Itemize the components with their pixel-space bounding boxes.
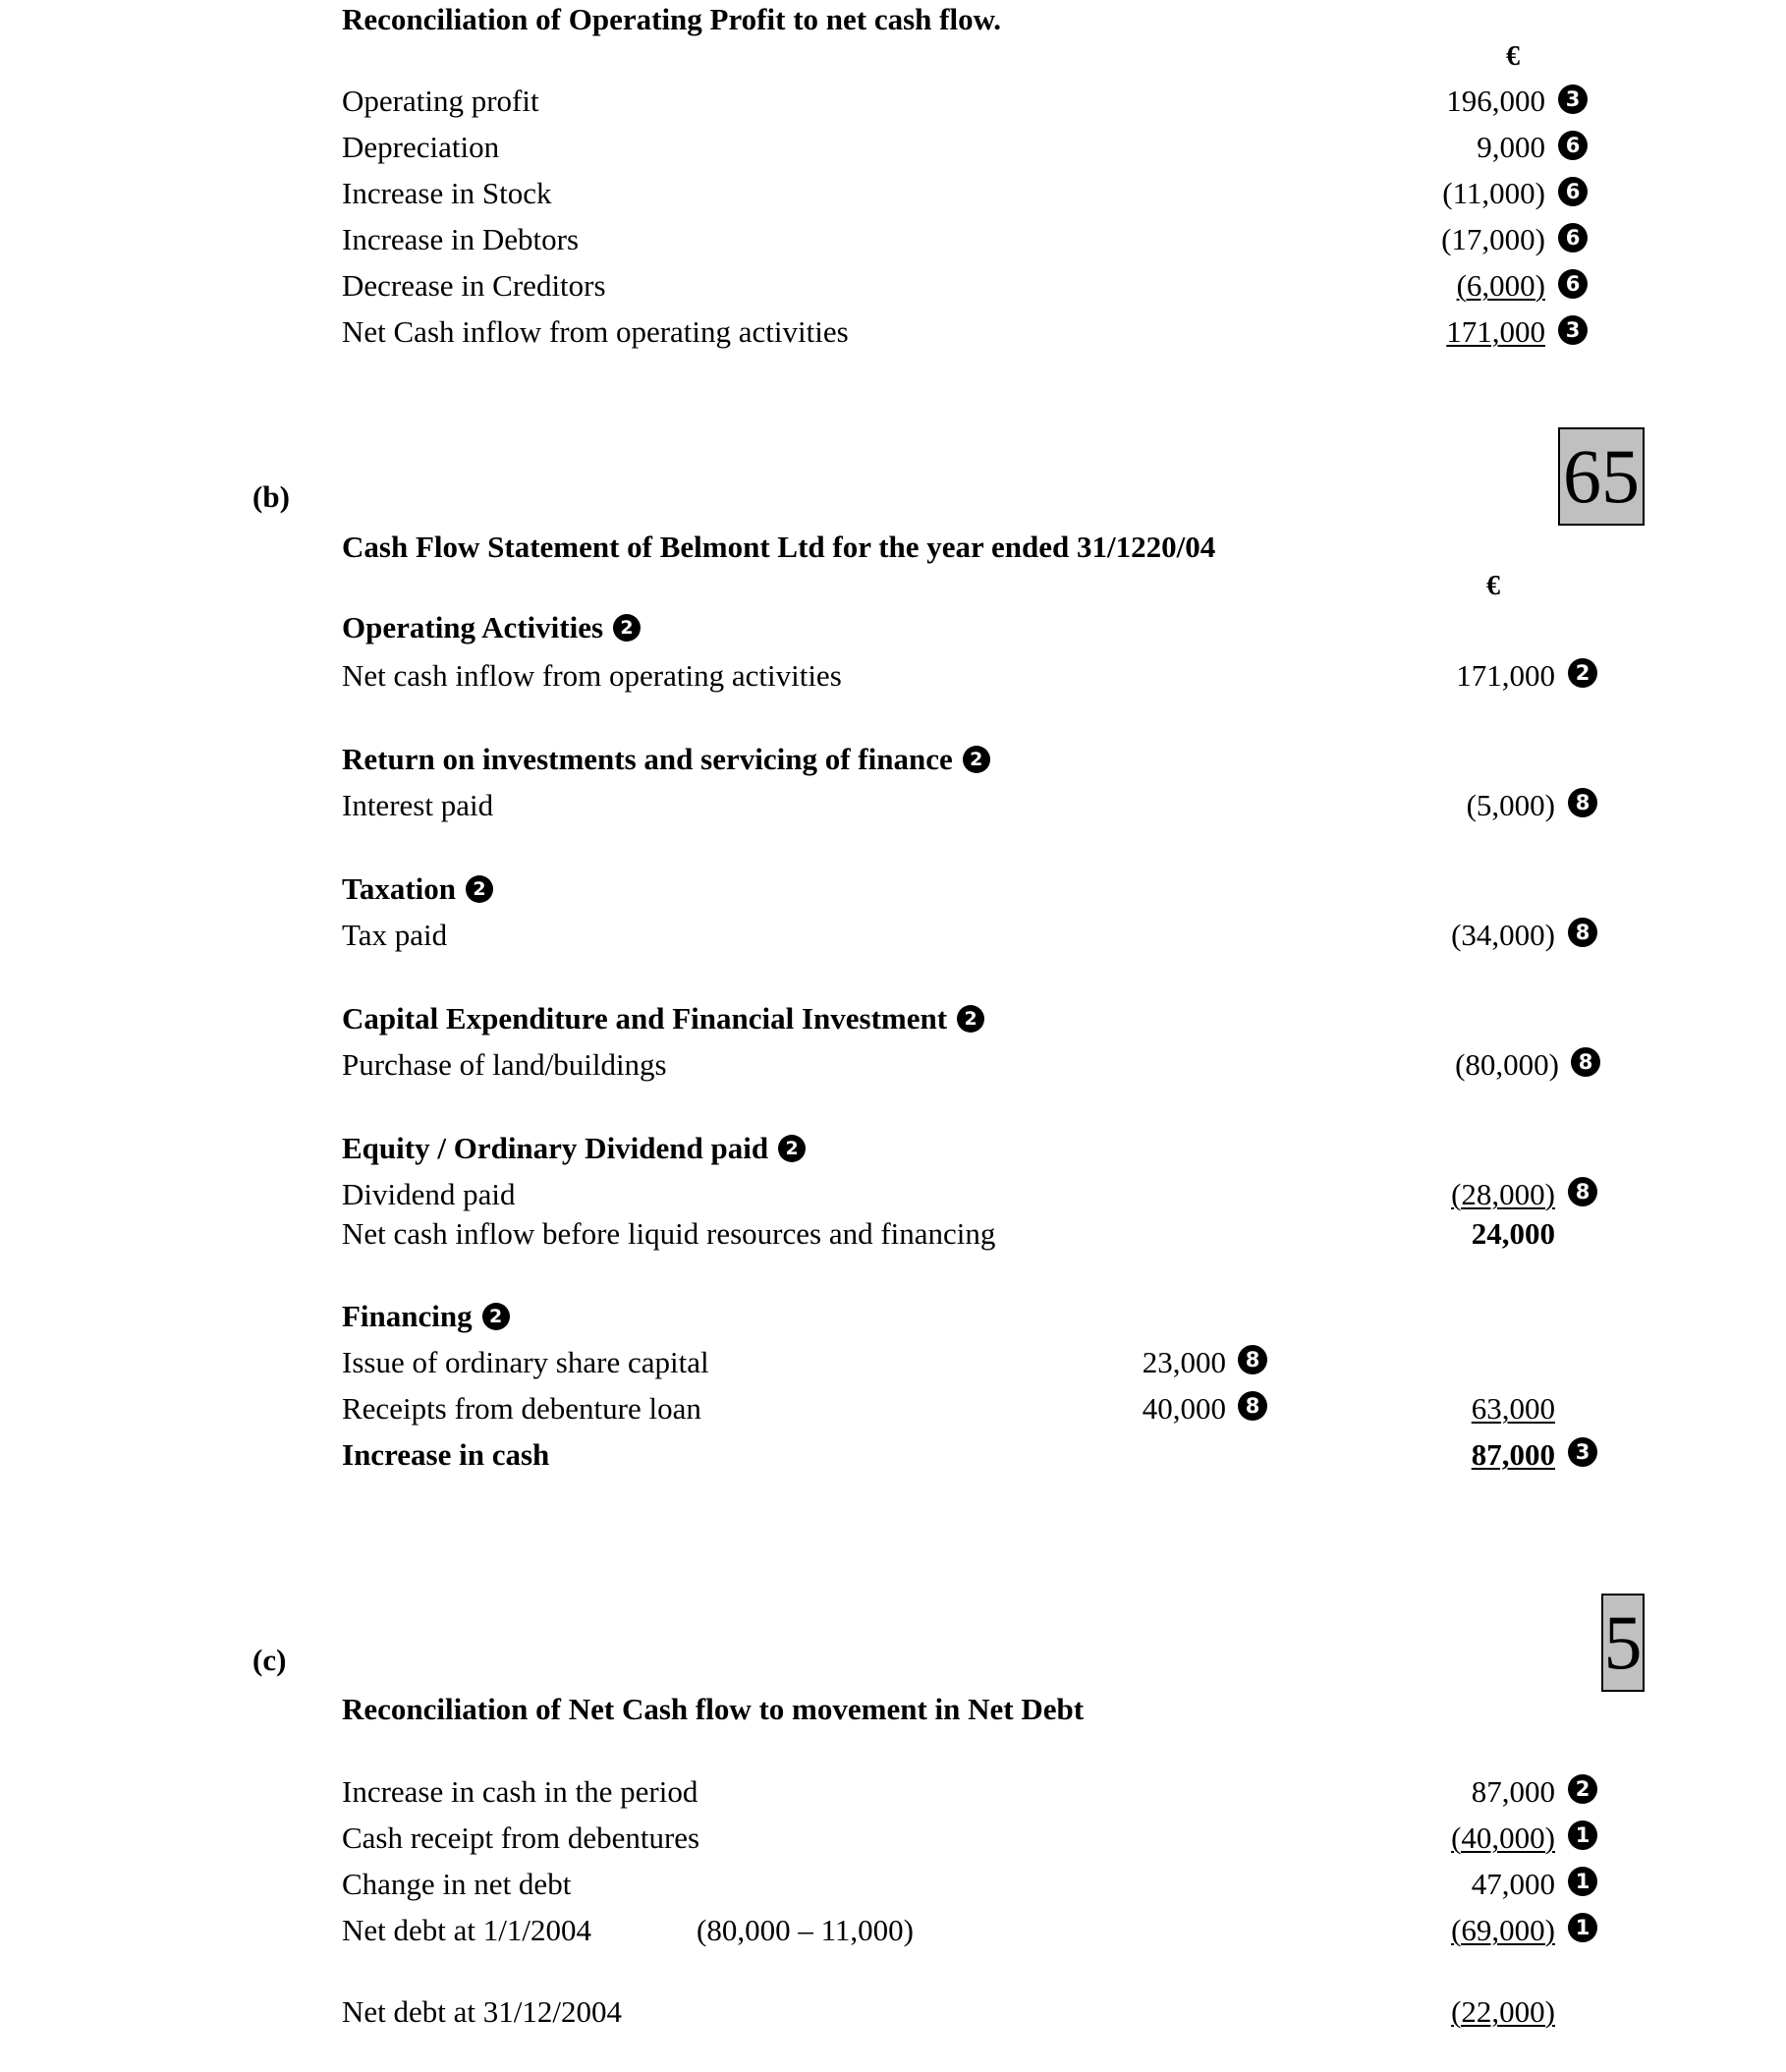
row-label: Net cash inflow before liquid resources and financing xyxy=(342,1216,996,1251)
mark-badge-icon: 2 xyxy=(963,746,990,773)
mark-badge-icon: 2 xyxy=(778,1135,806,1162)
row-note: (80,000 – 11,000) xyxy=(697,1913,914,1947)
row-label: Dividend paid xyxy=(342,1177,516,1211)
mark-badge-icon: 1 xyxy=(1568,1820,1597,1850)
row-amount: 47,000 xyxy=(1471,1867,1555,1901)
row-label: Issue of ordinary share capital xyxy=(342,1345,709,1379)
row-label: Net cash inflow from operating activities xyxy=(342,658,842,693)
row-label: Operating profit xyxy=(342,84,539,118)
row-label: Net Cash inflow from operating activities xyxy=(342,314,849,349)
mark-badge-icon: 8 xyxy=(1238,1345,1267,1374)
mark-badge-icon: 8 xyxy=(1568,788,1597,817)
row-amount: (28,000) xyxy=(1451,1177,1555,1211)
row-amount: 171,000 xyxy=(1446,314,1545,349)
closing-amount: (22,000) xyxy=(1451,1994,1555,2029)
section-b-title: Cash Flow Statement of Belmont Ltd for the year ended 31/1220/04 xyxy=(342,530,1216,564)
row-amount: (11,000) xyxy=(1442,176,1545,210)
row-amount: 9,000 xyxy=(1477,130,1545,164)
row-amount: (17,000) xyxy=(1441,222,1545,256)
group-heading: Taxation 2 xyxy=(342,871,493,907)
mark-badge-icon: 8 xyxy=(1571,1047,1600,1077)
group-heading: Equity / Ordinary Dividend paid 2 xyxy=(342,1131,806,1166)
row-label: Depreciation xyxy=(342,130,500,164)
marks-box: 5 xyxy=(1601,1594,1645,1692)
sub-amount: 40,000 xyxy=(1142,1391,1226,1426)
section-c-title: Reconciliation of Net Cash flow to movement in Net Debt xyxy=(342,1692,1085,1726)
subtotal-amount: 24,000 xyxy=(1471,1216,1555,1251)
row-amount: (5,000) xyxy=(1466,788,1555,822)
row-amount: (40,000) xyxy=(1451,1820,1555,1855)
mark-badge-icon: 2 xyxy=(482,1303,510,1330)
mark-badge-icon: 2 xyxy=(957,1005,984,1033)
row-label: Increase in Debtors xyxy=(342,222,580,256)
mark-badge-icon: 1 xyxy=(1568,1913,1597,1942)
mark-badge-icon: 6 xyxy=(1558,223,1588,252)
part-label-b: (b) xyxy=(252,479,290,514)
row-amount: (80,000) xyxy=(1455,1047,1559,1082)
mark-badge-icon: 2 xyxy=(466,875,493,903)
mark-badge-icon: 2 xyxy=(1568,1774,1597,1804)
currency-header: € xyxy=(1486,571,1500,601)
row-label: Decrease in Creditors xyxy=(342,268,606,303)
row-label: Cash receipt from debentures xyxy=(342,1820,700,1855)
mark-badge-icon: 8 xyxy=(1238,1391,1267,1421)
row-amount: (34,000) xyxy=(1451,918,1555,952)
sub-amount: 23,000 xyxy=(1142,1345,1226,1379)
row-label: Increase in cash in the period xyxy=(342,1774,698,1809)
group-heading: Return on investments and servicing of finance 2 xyxy=(342,742,990,777)
part-label-c: (c) xyxy=(252,1643,287,1677)
row-label: Increase in cash xyxy=(342,1437,550,1472)
row-amount: 196,000 xyxy=(1446,84,1545,118)
mark-badge-icon: 2 xyxy=(613,614,641,642)
row-label: Purchase of land/buildings xyxy=(342,1047,667,1082)
mark-badge-icon: 1 xyxy=(1568,1867,1597,1896)
mark-badge-icon: 2 xyxy=(1568,658,1597,688)
group-heading: Financing 2 xyxy=(342,1299,510,1334)
row-label: Tax paid xyxy=(342,918,448,952)
group-heading: Capital Expenditure and Financial Investment 2 xyxy=(342,1001,984,1036)
mark-badge-icon: 3 xyxy=(1568,1437,1597,1467)
row-amount: 87,000 xyxy=(1471,1774,1555,1809)
row-amount: 63,000 xyxy=(1471,1391,1555,1426)
row-label: Interest paid xyxy=(342,788,494,822)
row-label: Change in net debt xyxy=(342,1867,572,1901)
row-amount: (69,000) xyxy=(1451,1913,1555,1947)
marks-box: 65 xyxy=(1558,427,1645,526)
mark-badge-icon: 3 xyxy=(1558,315,1588,345)
currency-header: € xyxy=(1506,41,1520,72)
row-label: Receipts from debenture loan xyxy=(342,1391,701,1426)
mark-badge-icon: 8 xyxy=(1568,918,1597,947)
mark-badge-icon: 6 xyxy=(1558,269,1588,299)
section-a-title: Reconciliation of Operating Profit to net cash flow. xyxy=(342,2,1002,36)
row-amount: 171,000 xyxy=(1456,658,1555,693)
mark-badge-icon: 6 xyxy=(1558,177,1588,206)
row-label: Increase in Stock xyxy=(342,176,552,210)
total-amount: 87,000 xyxy=(1471,1437,1555,1472)
row-label: Net debt at 1/1/2004 xyxy=(342,1913,591,1947)
mark-badge-icon: 6 xyxy=(1558,131,1588,160)
mark-badge-icon: 8 xyxy=(1568,1177,1597,1206)
row-amount: (6,000) xyxy=(1456,268,1545,303)
mark-badge-icon: 3 xyxy=(1558,84,1588,114)
group-heading: Operating Activities 2 xyxy=(342,610,641,645)
row-label: Net debt at 31/12/2004 xyxy=(342,1994,622,2029)
